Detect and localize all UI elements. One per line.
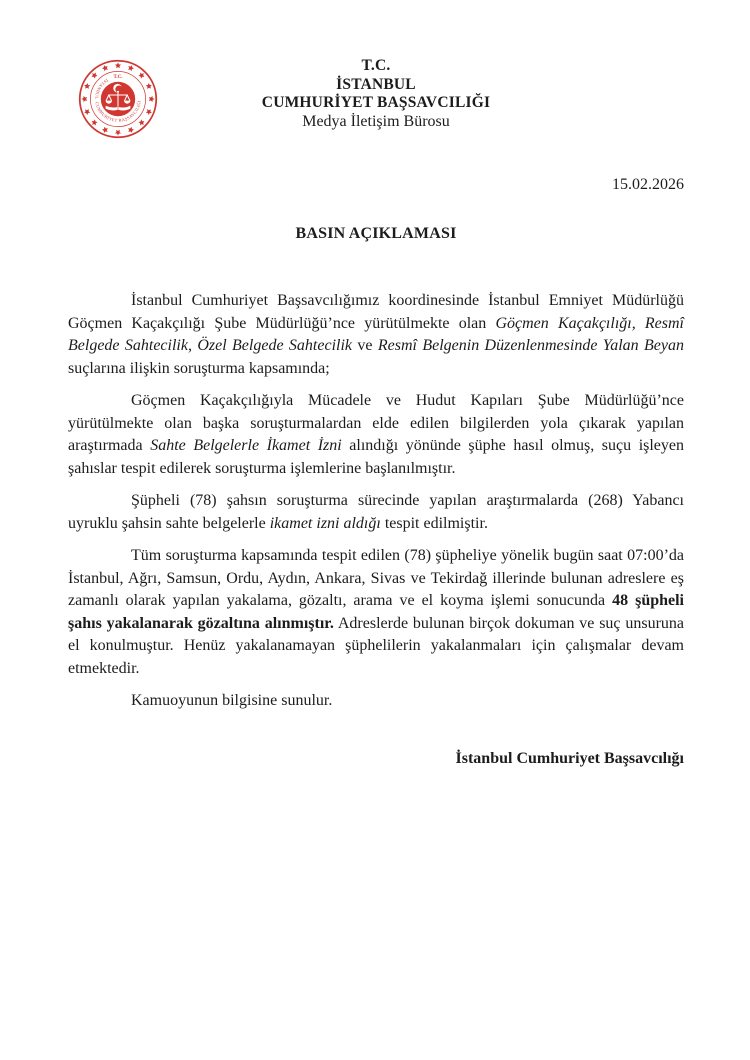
text-segment: Göçmen Kaçakçılığı, Resmî Belgede Sahtecilik, Özel Belgede Sahtecilik	[68, 314, 684, 354]
text-segment: suçlarına ilişkin soruşturma kapsamında;	[68, 359, 330, 377]
text-segment: Adreslerde bulunan birçok dokuman ve suç unsuruna el konulmuştur. Henüz yakalanamayan şüphelilerin yakalanmaları için çalışmalar devam etmektedir.	[68, 614, 685, 677]
text-segment: alındığı yönünde şüphe hasıl olmuş, suçu işleyen şahıslar tespit edilerek soruşturma işlemlerine başlanılmıştır.	[68, 437, 685, 477]
text-segment: Sahte Belgelerle İkamet İzni	[150, 437, 342, 454]
letterhead-office: CUMHURİYET BAŞSAVCILIĞI	[261, 94, 491, 111]
document-date: 15.02.2026	[612, 176, 684, 193]
text-segment: Resmî Belgenin Düzenlenmesinde Yalan Beyan	[377, 337, 685, 354]
scales-of-justice-emblem-icon	[78, 59, 158, 139]
closing-line: Kamuoyunun bilgisine sunulur.	[131, 692, 333, 709]
prosecutor-office-emblem-logo	[78, 59, 158, 139]
letterhead-bureau: Medya İletişim Bürosu	[302, 112, 450, 130]
text-segment: Göçmen Kaçakçılığıyla Mücadele ve Hudut Kapıları Şube Müdürlüğü’nce yürütülmekte olan başka soruşturmalardan elde edilen bilgilerden yola çıkarak yapılan araştırmada	[68, 392, 684, 454]
text-segment: ve	[352, 337, 378, 354]
text-segment: ikamet izni aldığı	[269, 514, 381, 532]
text-segment: Şüpheli (78) şahsın soruşturma sürecinde yapılan araştırmalarda (268) Yabancı uyruklu şahsin sahte belgelerle	[68, 492, 684, 532]
paragraph	[68, 390, 684, 480]
svg-text:İSTANBUL: İSTANBUL	[94, 77, 109, 100]
text-segment: 48 şüpheli şahıs yakalanarak gözaltına alınmıştır.	[68, 592, 684, 632]
svg-text:CUMHURİYET BAŞSAVCILIĞI: CUMHURİYET BAŞSAVCILIĞI	[94, 100, 142, 123]
paragraph	[68, 490, 684, 535]
text-segment: Tüm soruşturma kapsamında tespit edilen (78) şüpheliye yönelik bugün saat 07:00’da İstanbul, Ağrı, Samsun, Ordu, Aydın, Ankara, Sivas ve Tekirdağ illerinde bulunan adreslere eş zamanlı olarak yapılan yakalama, gözaltı, arama ve el koyma işlemi sonucunda	[68, 547, 684, 609]
letterhead-city: İSTANBUL	[336, 75, 416, 93]
letterhead-tc: T.C.	[361, 57, 391, 74]
press-release-body	[68, 290, 684, 680]
page-title: BASIN AÇIKLAMASI	[295, 225, 457, 242]
svg-text:T.C.: T.C.	[113, 75, 123, 81]
letterhead	[68, 0, 684, 131]
text-segment: tespit edilmiştir.	[380, 514, 488, 532]
paragraph	[68, 290, 684, 380]
signature-office: İstanbul Cumhuriyet Başsavcılığı	[455, 749, 684, 767]
paragraph	[68, 545, 684, 680]
text-segment: İstanbul Cumhuriyet Başsavcılığımız koordinesinde İstanbul Emniyet Müdürlüğü Göçmen Kaçakçılığı Şube Müdürlüğü’nce yürütülmekte olan	[68, 292, 684, 332]
